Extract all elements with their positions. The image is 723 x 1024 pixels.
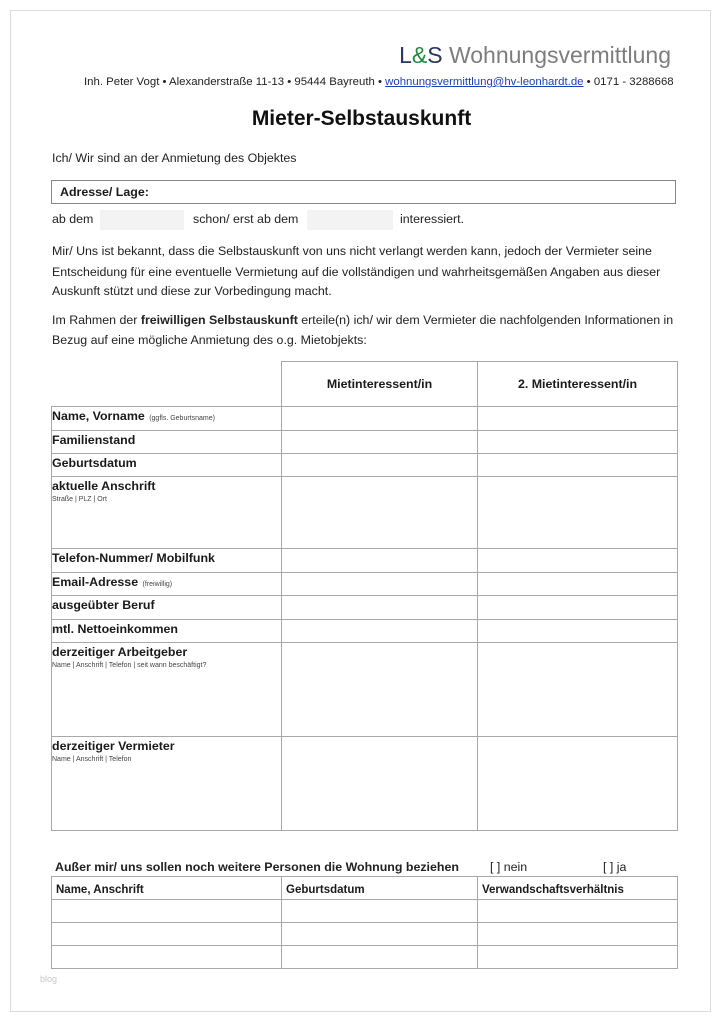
company-address <box>84 76 674 88</box>
table-row <box>52 620 678 643</box>
table-row <box>52 737 678 831</box>
cell-applicant-2[interactable] <box>478 643 678 737</box>
table-row <box>52 454 678 477</box>
table-row <box>52 549 678 573</box>
person-cell[interactable] <box>478 923 678 946</box>
address-field[interactable] <box>51 180 676 204</box>
row-label-name: Name, Vorname (ggfls. Geburtsname) <box>52 407 282 431</box>
applicant-table <box>51 361 678 831</box>
address-text: Inh. Peter Vogt • Alexanderstraße 11-13 • 95444 Bayreuth • <box>84 76 386 88</box>
col-header-applicant-1: Mietinteressent/in <box>282 362 478 407</box>
logo-letter-l: L <box>399 42 412 68</box>
cell-applicant-1[interactable] <box>282 407 478 431</box>
p2-after: erteile(n) ich/ wir dem Vermieter die nachfolgenden Informationen in <box>297 313 674 327</box>
address-field-label: Adresse/ Lage: <box>60 185 149 199</box>
table-row <box>52 573 678 596</box>
logo-letter-s: S <box>427 42 443 68</box>
cell-applicant-1[interactable] <box>282 454 478 477</box>
person-cell[interactable] <box>478 946 678 969</box>
paragraph-line-1: Mir/ Uns ist bekannt, dass die Selbstauskunft von uns nicht verlangt werden kann, jedoch der Vermieter seine <box>52 244 652 258</box>
cell-applicant-2[interactable] <box>478 596 678 620</box>
cell-applicant-2[interactable] <box>478 549 678 573</box>
persons-table <box>51 876 678 969</box>
cell-applicant-2[interactable] <box>478 431 678 454</box>
phone-text: • 0171 - 3288668 <box>583 76 674 88</box>
cell-applicant-1[interactable] <box>282 549 478 573</box>
date-alt-field[interactable] <box>307 210 393 230</box>
table-row <box>52 946 678 969</box>
person-cell[interactable] <box>478 900 678 923</box>
cell-applicant-2[interactable] <box>478 477 678 549</box>
p2-bold: freiwilligen Selbstauskunft <box>140 313 298 327</box>
paragraph-line-3: Auskunft stützt und diese zur Vorbedingung macht. <box>52 284 332 298</box>
cell-applicant-1[interactable] <box>282 737 478 831</box>
col-header-name-address: Name, Anschrift <box>52 877 282 900</box>
row-label-occupation: ausgeübter Beruf <box>52 596 282 620</box>
cell-applicant-1[interactable] <box>282 643 478 737</box>
person-cell[interactable] <box>282 946 478 969</box>
cell-applicant-2[interactable] <box>478 737 678 831</box>
table-row <box>52 643 678 737</box>
email-link[interactable]: wohnungsvermittlung@hv-leonhardt.de <box>385 76 584 88</box>
date-from-label: ab dem <box>52 212 94 226</box>
person-cell[interactable] <box>52 946 282 969</box>
table-row <box>52 477 678 549</box>
additional-persons-question: Außer mir/ uns sollen noch weitere Personen die Wohnung beziehen <box>55 860 459 874</box>
row-label-phone: Telefon-Nummer/ Mobilfunk <box>52 549 282 573</box>
date-alt-label: schon/ erst ab dem <box>193 212 299 226</box>
cell-applicant-2[interactable] <box>478 454 678 477</box>
logo-ampersand: & <box>411 42 428 68</box>
document-title: Mieter-Selbstauskunft <box>251 107 472 130</box>
row-label-email: Email-Adresse (freiwillig) <box>52 573 282 596</box>
cell-applicant-1[interactable] <box>282 596 478 620</box>
row-label-landlord: derzeitiger Vermieter Name | Anschrift | Telefon <box>52 737 282 831</box>
logo-wordmark: Wohnungsvermittlung <box>448 42 671 68</box>
intro-text: Ich/ Wir sind an der Anmietung des Objektes <box>52 151 297 165</box>
person-cell[interactable] <box>52 900 282 923</box>
table-corner <box>52 362 282 407</box>
row-label-marital-status: Familienstand <box>52 431 282 454</box>
cell-applicant-1[interactable] <box>282 620 478 643</box>
person-cell[interactable] <box>282 900 478 923</box>
paragraph2-line-2: Bezug auf eine mögliche Anmietung des o.g. Mietobjekts: <box>52 333 367 347</box>
table-row <box>52 923 678 946</box>
col-header-relationship: Verwandschaftsverhältnis <box>478 877 678 900</box>
cell-applicant-1[interactable] <box>282 431 478 454</box>
paragraph-line-2: Entscheidung für eine eventuelle Vermietung auf die vollständigen und wahrheitsgemäßen Angaben aus dieser <box>52 265 661 279</box>
cell-applicant-2[interactable] <box>478 573 678 596</box>
cell-applicant-1[interactable] <box>282 573 478 596</box>
table-header-row <box>52 877 678 900</box>
col-header-birthdate: Geburtsdatum <box>282 877 478 900</box>
cell-applicant-1[interactable] <box>282 477 478 549</box>
table-row <box>52 596 678 620</box>
paragraph2-line-1 <box>52 310 673 331</box>
person-cell[interactable] <box>52 923 282 946</box>
option-no-checkbox[interactable]: [ ] nein <box>490 860 528 874</box>
p2-before: Im Rahmen der <box>52 313 141 327</box>
table-row <box>52 431 678 454</box>
date-from-field[interactable] <box>100 210 184 230</box>
watermark: blog <box>40 974 58 984</box>
col-header-applicant-2: 2. Mietinteressent/in <box>478 362 678 407</box>
option-yes-checkbox[interactable]: [ ] ja <box>603 860 627 874</box>
row-label-employer: derzeitiger Arbeitgeber Name | Anschrift | Telefon | seit wann beschäftigt? <box>52 643 282 737</box>
cell-applicant-2[interactable] <box>478 620 678 643</box>
cell-applicant-2[interactable] <box>478 407 678 431</box>
table-row <box>52 407 678 431</box>
table-row <box>52 900 678 923</box>
row-label-birthdate: Geburtsdatum <box>52 454 282 477</box>
interested-label: interessiert. <box>400 212 465 226</box>
company-logo <box>399 42 671 69</box>
row-label-current-address: aktuelle Anschrift Straße | PLZ | Ort <box>52 477 282 549</box>
person-cell[interactable] <box>282 923 478 946</box>
row-label-net-income: mtl. Nettoeinkommen <box>52 620 282 643</box>
